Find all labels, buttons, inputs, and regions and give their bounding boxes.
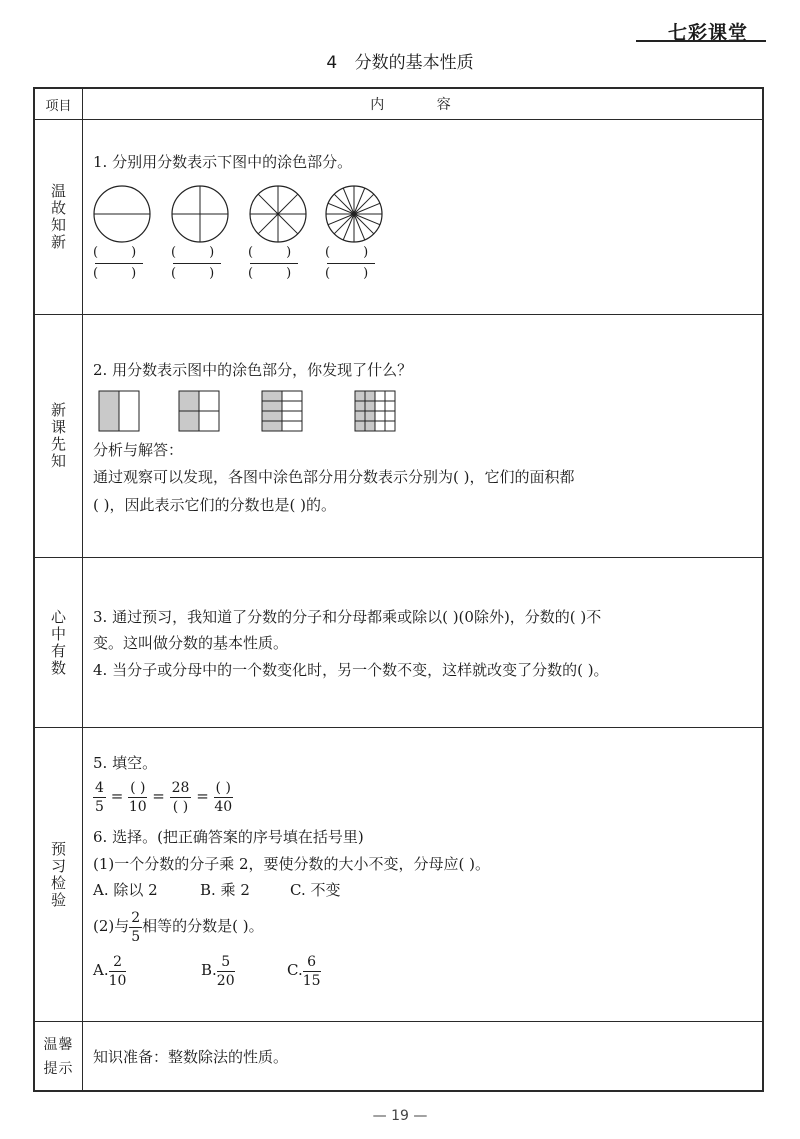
grid-cell	[282, 401, 302, 411]
grid-cell	[385, 401, 395, 411]
q6-option-c[interactable]: C. 不变	[290, 881, 341, 899]
section-label-review: 温故知新	[49, 183, 67, 251]
shaded-cell	[365, 391, 375, 401]
grid-cell	[385, 391, 395, 401]
grid-cell	[385, 411, 395, 421]
circle-sixteenths	[323, 183, 385, 245]
shaded-cell	[262, 391, 282, 401]
circle-division-line	[354, 194, 374, 214]
column-divider	[82, 89, 83, 1090]
q6-question-2[interactable]: (2)与 $\frac{2}{5}$ 相等的分数是( )。	[93, 909, 264, 945]
grid-cell	[199, 391, 219, 411]
section-label-tip	[35, 1022, 82, 1092]
q1-answer-den-2[interactable]: ( )	[171, 266, 215, 281]
grid-figure-3	[260, 389, 304, 433]
q5-fraction-2[interactable]: $\frac{( )}{10}$	[128, 779, 147, 815]
q6-q2-option-a[interactable]: A. $\frac{2}{10}$	[93, 953, 127, 989]
section-label-check: 预习检验	[49, 840, 67, 909]
q5-fraction-4[interactable]: $\frac{( )}{40}$	[214, 779, 233, 815]
grid-cell	[375, 411, 385, 421]
q1-answer-den-3[interactable]: ( )	[248, 266, 292, 281]
shaded-cell	[179, 411, 199, 431]
circle-division-line	[258, 214, 278, 234]
header-content: 内 容	[370, 97, 475, 113]
equals-sign: =	[196, 787, 209, 805]
q1-prompt: 1. 分别用分数表示下图中的涂色部分。	[93, 153, 353, 171]
fraction-bar	[327, 263, 375, 264]
q1-answer-den-4[interactable]: ( )	[325, 266, 369, 281]
header-divider	[35, 119, 762, 120]
q2-answer-line-1[interactable]: 通过观察可以发现，各图中涂色部分用分数表示分别为( )，它们的面积都	[93, 468, 575, 486]
grid-cell	[385, 421, 395, 431]
q1-answer-num-2[interactable]: ( )	[171, 245, 215, 260]
shaded-cell	[355, 411, 365, 421]
q6-option-a[interactable]: A. 除以 2	[93, 881, 158, 899]
grid-cell	[375, 391, 385, 401]
grid-cell	[282, 391, 302, 401]
q1-answer-den-1[interactable]: ( )	[93, 266, 137, 281]
q6-q2-fraction: $\frac{2}{5}$	[131, 909, 141, 945]
q4-text[interactable]: 4. 当分子或分母中的一个数变化时，另一个数不变，这样就改变了分数的( )。	[93, 661, 609, 679]
grid-figure-2	[177, 389, 221, 433]
analysis-title: 分析与解答：	[93, 441, 184, 459]
shaded-cell	[262, 421, 282, 431]
equals-sign: =	[110, 787, 124, 805]
q1-answer-num-3[interactable]: ( )	[248, 245, 292, 260]
circle-division-line	[258, 194, 278, 214]
q6-q2-option-c[interactable]: C. $\frac{6}{15}$	[287, 953, 321, 989]
fraction-bar	[250, 263, 298, 264]
shaded-cell	[365, 411, 375, 421]
tip-label-line-1: 温馨	[43, 1037, 74, 1053]
fraction-bar	[173, 263, 221, 264]
q6-title: 6. 选择。(把正确答案的序号填在括号里)	[93, 828, 364, 846]
q5-fraction-3[interactable]: $\frac{28}{( )}$	[171, 779, 190, 815]
shaded-cell	[179, 391, 199, 411]
page-title: 4 分数的基本性质	[326, 53, 474, 73]
grid-cell	[282, 411, 302, 421]
q5-equation[interactable]	[93, 777, 233, 815]
page-number: — 19 —	[372, 1108, 428, 1124]
q5-title: 5. 填空。	[93, 754, 158, 772]
shaded-cell	[355, 391, 365, 401]
tip-text: 知识准备：整数除法的性质。	[93, 1048, 289, 1066]
circle-division-line	[278, 214, 298, 234]
shaded-cell	[355, 421, 365, 431]
shaded-cell	[99, 391, 119, 431]
q6-question-1[interactable]: (1)一个分数的分子乘 2，要使分数的大小不变，分母应( )。	[93, 855, 491, 873]
fraction-bar	[95, 263, 143, 264]
circle-quarters	[169, 183, 231, 245]
q2-prompt: 2. 用分数表示图中的涂色部分，你发现了什么？	[93, 361, 413, 379]
row-divider	[35, 1021, 762, 1022]
grid-cell	[119, 391, 139, 431]
shaded-cell	[365, 421, 375, 431]
grid-cell	[375, 421, 385, 431]
q3-line-2: 变。这叫做分数的基本性质。	[93, 634, 289, 652]
circle-division-line	[278, 194, 298, 214]
equals-sign: =	[152, 787, 165, 805]
worksheet-table	[33, 87, 764, 1092]
circle-halves	[91, 183, 153, 245]
q5-fraction-1: $\frac{4}{5}$	[95, 779, 104, 815]
brand-logo: 七彩课堂	[668, 22, 749, 44]
circle-division-line	[334, 194, 354, 214]
section-label-new-lesson: 新课先知	[49, 402, 67, 470]
q1-answer-num-1[interactable]: ( )	[93, 245, 137, 260]
grid-figure-4	[353, 389, 397, 433]
shaded-cell	[365, 401, 375, 411]
shaded-cell	[262, 401, 282, 411]
circle-division-line	[334, 214, 354, 234]
shaded-cell	[355, 401, 365, 411]
q6-q2-option-b[interactable]: B. $\frac{5}{20}$	[201, 953, 235, 989]
header-item: 项目	[45, 98, 72, 114]
circle-division-line	[354, 214, 374, 234]
q6-option-b[interactable]: B. 乘 2	[200, 881, 250, 899]
tip-label-line-2: 提示	[43, 1061, 74, 1077]
row-divider	[35, 557, 762, 558]
row-divider	[35, 727, 762, 728]
row-divider	[35, 314, 762, 315]
circle-eighths	[247, 183, 309, 245]
q1-answer-num-4[interactable]: ( )	[325, 245, 369, 260]
shaded-cell	[262, 411, 282, 421]
grid-cell	[282, 421, 302, 431]
grid-cell	[375, 401, 385, 411]
q2-answer-line-2[interactable]: ( )，因此表示它们的分数也是( )的。	[93, 496, 336, 514]
grid-figure-1	[97, 389, 141, 433]
brand-underline	[636, 40, 766, 42]
q3-line-1[interactable]: 3. 通过预习，我知道了分数的分子和分母都乘或除以( )(0除外)，分数的( )不	[93, 608, 602, 626]
section-label-mind: 心中有数	[49, 608, 67, 677]
grid-cell	[199, 411, 219, 431]
